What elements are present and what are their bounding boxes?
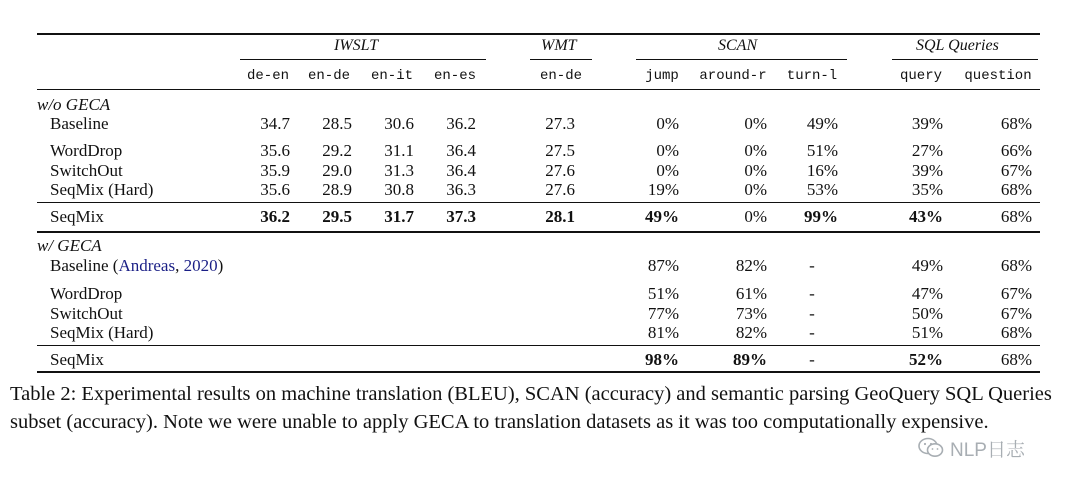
column-header-3: en-es — [433, 68, 477, 84]
table-cell: 29.0 — [322, 161, 352, 180]
table-cell: 49% — [645, 207, 679, 226]
table-cell: 0% — [744, 207, 767, 226]
table-cell: 27.6 — [545, 161, 575, 180]
row-label — [50, 115, 109, 132]
watermark — [918, 433, 1068, 463]
table-cell: 35.6 — [260, 141, 290, 160]
table-cell: 81% — [647, 323, 679, 342]
sql-cmidrule — [892, 59, 1038, 60]
table-cell: 37.3 — [446, 207, 476, 226]
table-cell: 29.5 — [322, 207, 352, 226]
table-cell: 29.2 — [322, 141, 352, 160]
table-cell: 35.9 — [260, 161, 290, 180]
citation-close: ) — [217, 256, 224, 275]
header-rule — [37, 89, 1040, 90]
section-label: w/o GECA — [37, 95, 111, 114]
method-name: SwitchOut — [50, 304, 123, 323]
table-cell: 49% — [911, 256, 943, 275]
scan-cmidrule — [636, 59, 847, 60]
table-cell: 47% — [911, 284, 943, 303]
watermark-text: NLP日志 — [950, 439, 1025, 461]
table-cell: 27.6 — [545, 180, 575, 199]
table-cell: 35% — [911, 180, 943, 199]
table-cell: 87% — [647, 256, 679, 275]
table-caption: Table 2: Experimental results on machine translation (BLEU), SCAN (accuracy) and semantic parsing GeoQuery SQL Queries subset (accuracy). Note we were unable to apply GECA to translation datasets as it was too computationally expensive. — [10, 383, 1052, 433]
bottom-rule — [37, 371, 1040, 373]
iwslt-cmidrule — [240, 59, 486, 60]
row-label — [50, 285, 122, 302]
table-cell: 66% — [1000, 141, 1032, 160]
table-cell: 34.7 — [260, 114, 290, 133]
table-cell: 31.7 — [384, 207, 414, 226]
table-cell: 82% — [735, 256, 767, 275]
table-cell: 28.5 — [322, 114, 352, 133]
table-cell: 67% — [1000, 161, 1032, 180]
table-cell: 28.1 — [545, 207, 575, 226]
row-label — [50, 324, 153, 341]
table-cell: 31.1 — [384, 141, 414, 160]
column-header-1: en-de — [307, 68, 351, 84]
table-cell: 16% — [806, 161, 838, 180]
citation-link[interactable]: Andreas — [118, 256, 176, 275]
table-cell: 0% — [656, 114, 679, 133]
table-cell: 67% — [1000, 304, 1032, 323]
column-header-7: turn-l — [786, 68, 838, 84]
wechat-icon — [918, 437, 944, 459]
row-label — [50, 181, 153, 198]
table-cell: 43% — [909, 207, 943, 226]
seqmix-rule-1 — [37, 202, 1040, 203]
row-label — [50, 351, 104, 368]
table-cell: 52% — [909, 350, 943, 369]
column-header-5: jump — [645, 68, 679, 84]
table-cell: 82% — [735, 323, 767, 342]
method-name: SeqMix (Hard) — [50, 323, 154, 342]
section-rule — [37, 231, 1040, 233]
table-cell: 61% — [735, 284, 767, 303]
table-cell: 51% — [911, 323, 943, 342]
table-cell: - — [809, 304, 815, 323]
column-header-6: around-r — [699, 68, 767, 84]
method-name: Baseline ( — [50, 256, 119, 275]
table-cell: 68% — [1000, 114, 1032, 133]
table-cell: 30.6 — [384, 114, 414, 133]
column-header-4: en-de — [539, 68, 583, 84]
top-rule — [37, 33, 1040, 35]
table-cell: 77% — [647, 304, 679, 323]
table-cell: 31.3 — [384, 161, 414, 180]
table-cell: 36.4 — [446, 141, 476, 160]
table-cell: - — [809, 284, 815, 303]
method-name: SeqMix (Hard) — [50, 180, 154, 199]
table-cell: 68% — [1000, 256, 1032, 275]
row-label — [50, 142, 122, 159]
table-cell: 68% — [1000, 180, 1032, 199]
column-header-9: question — [964, 68, 1032, 84]
table-cell: 51% — [806, 141, 838, 160]
table-cell: - — [809, 256, 815, 275]
table-cell: 35.6 — [260, 180, 290, 199]
table-cell: 36.2 — [260, 207, 290, 226]
method-name: WordDrop — [50, 284, 123, 303]
table-cell: 0% — [744, 114, 767, 133]
table-cell: 30.8 — [384, 180, 414, 199]
table-cell: 0% — [744, 180, 767, 199]
column-header-0: de-en — [246, 68, 290, 84]
table-cell: 0% — [744, 161, 767, 180]
table-cell: 27.3 — [545, 114, 575, 133]
row-label — [50, 208, 104, 225]
seqmix-rule-2 — [37, 345, 1040, 346]
table-cell: 28.9 — [322, 180, 352, 199]
table-cell: 89% — [733, 350, 767, 369]
method-name: SeqMix — [50, 207, 104, 226]
row-label — [50, 257, 223, 274]
table-cell: 19% — [647, 180, 679, 199]
table-cell: 68% — [1000, 350, 1032, 369]
method-name: Baseline — [50, 114, 109, 133]
table-cell: 36.2 — [446, 114, 476, 133]
group-header-iwslt: IWSLT — [334, 37, 379, 54]
method-name: WordDrop — [50, 141, 123, 160]
table-cell: 0% — [744, 141, 767, 160]
table-cell: 50% — [911, 304, 943, 323]
method-name: SeqMix — [50, 350, 104, 369]
section-label: w/ GECA — [37, 236, 102, 255]
group-header-scan: SCAN — [718, 37, 758, 54]
table-cell: 67% — [1000, 284, 1032, 303]
column-header-2: en-it — [370, 68, 414, 84]
citation-year-link[interactable]: 2020 — [183, 256, 218, 275]
row-label — [50, 305, 123, 322]
table-cell: 49% — [806, 114, 838, 133]
row-label — [50, 162, 123, 179]
table-cell: 0% — [656, 141, 679, 160]
table-cell: 73% — [735, 304, 767, 323]
wmt-cmidrule — [530, 59, 592, 60]
table-cell: 36.3 — [446, 180, 476, 199]
table-cell: 27% — [911, 141, 943, 160]
table-cell: 27.5 — [545, 141, 575, 160]
table-cell: 68% — [1000, 323, 1032, 342]
citation-separator: , — [175, 256, 184, 275]
table-cell: - — [809, 323, 815, 342]
column-header-8: query — [899, 68, 943, 84]
table-cell: 0% — [656, 161, 679, 180]
table-cell: 98% — [645, 350, 679, 369]
table-cell: 39% — [911, 161, 943, 180]
group-header-wmt: WMT — [541, 37, 577, 54]
table-cell: 51% — [647, 284, 679, 303]
method-name: SwitchOut — [50, 161, 123, 180]
table-cell: 68% — [1000, 207, 1032, 226]
group-header-sql: SQL Queries — [916, 37, 999, 54]
table-cell: 36.4 — [446, 161, 476, 180]
table-cell: 53% — [806, 180, 838, 199]
table-cell: 39% — [911, 114, 943, 133]
table-cell: - — [809, 350, 815, 369]
table-cell: 99% — [804, 207, 838, 226]
